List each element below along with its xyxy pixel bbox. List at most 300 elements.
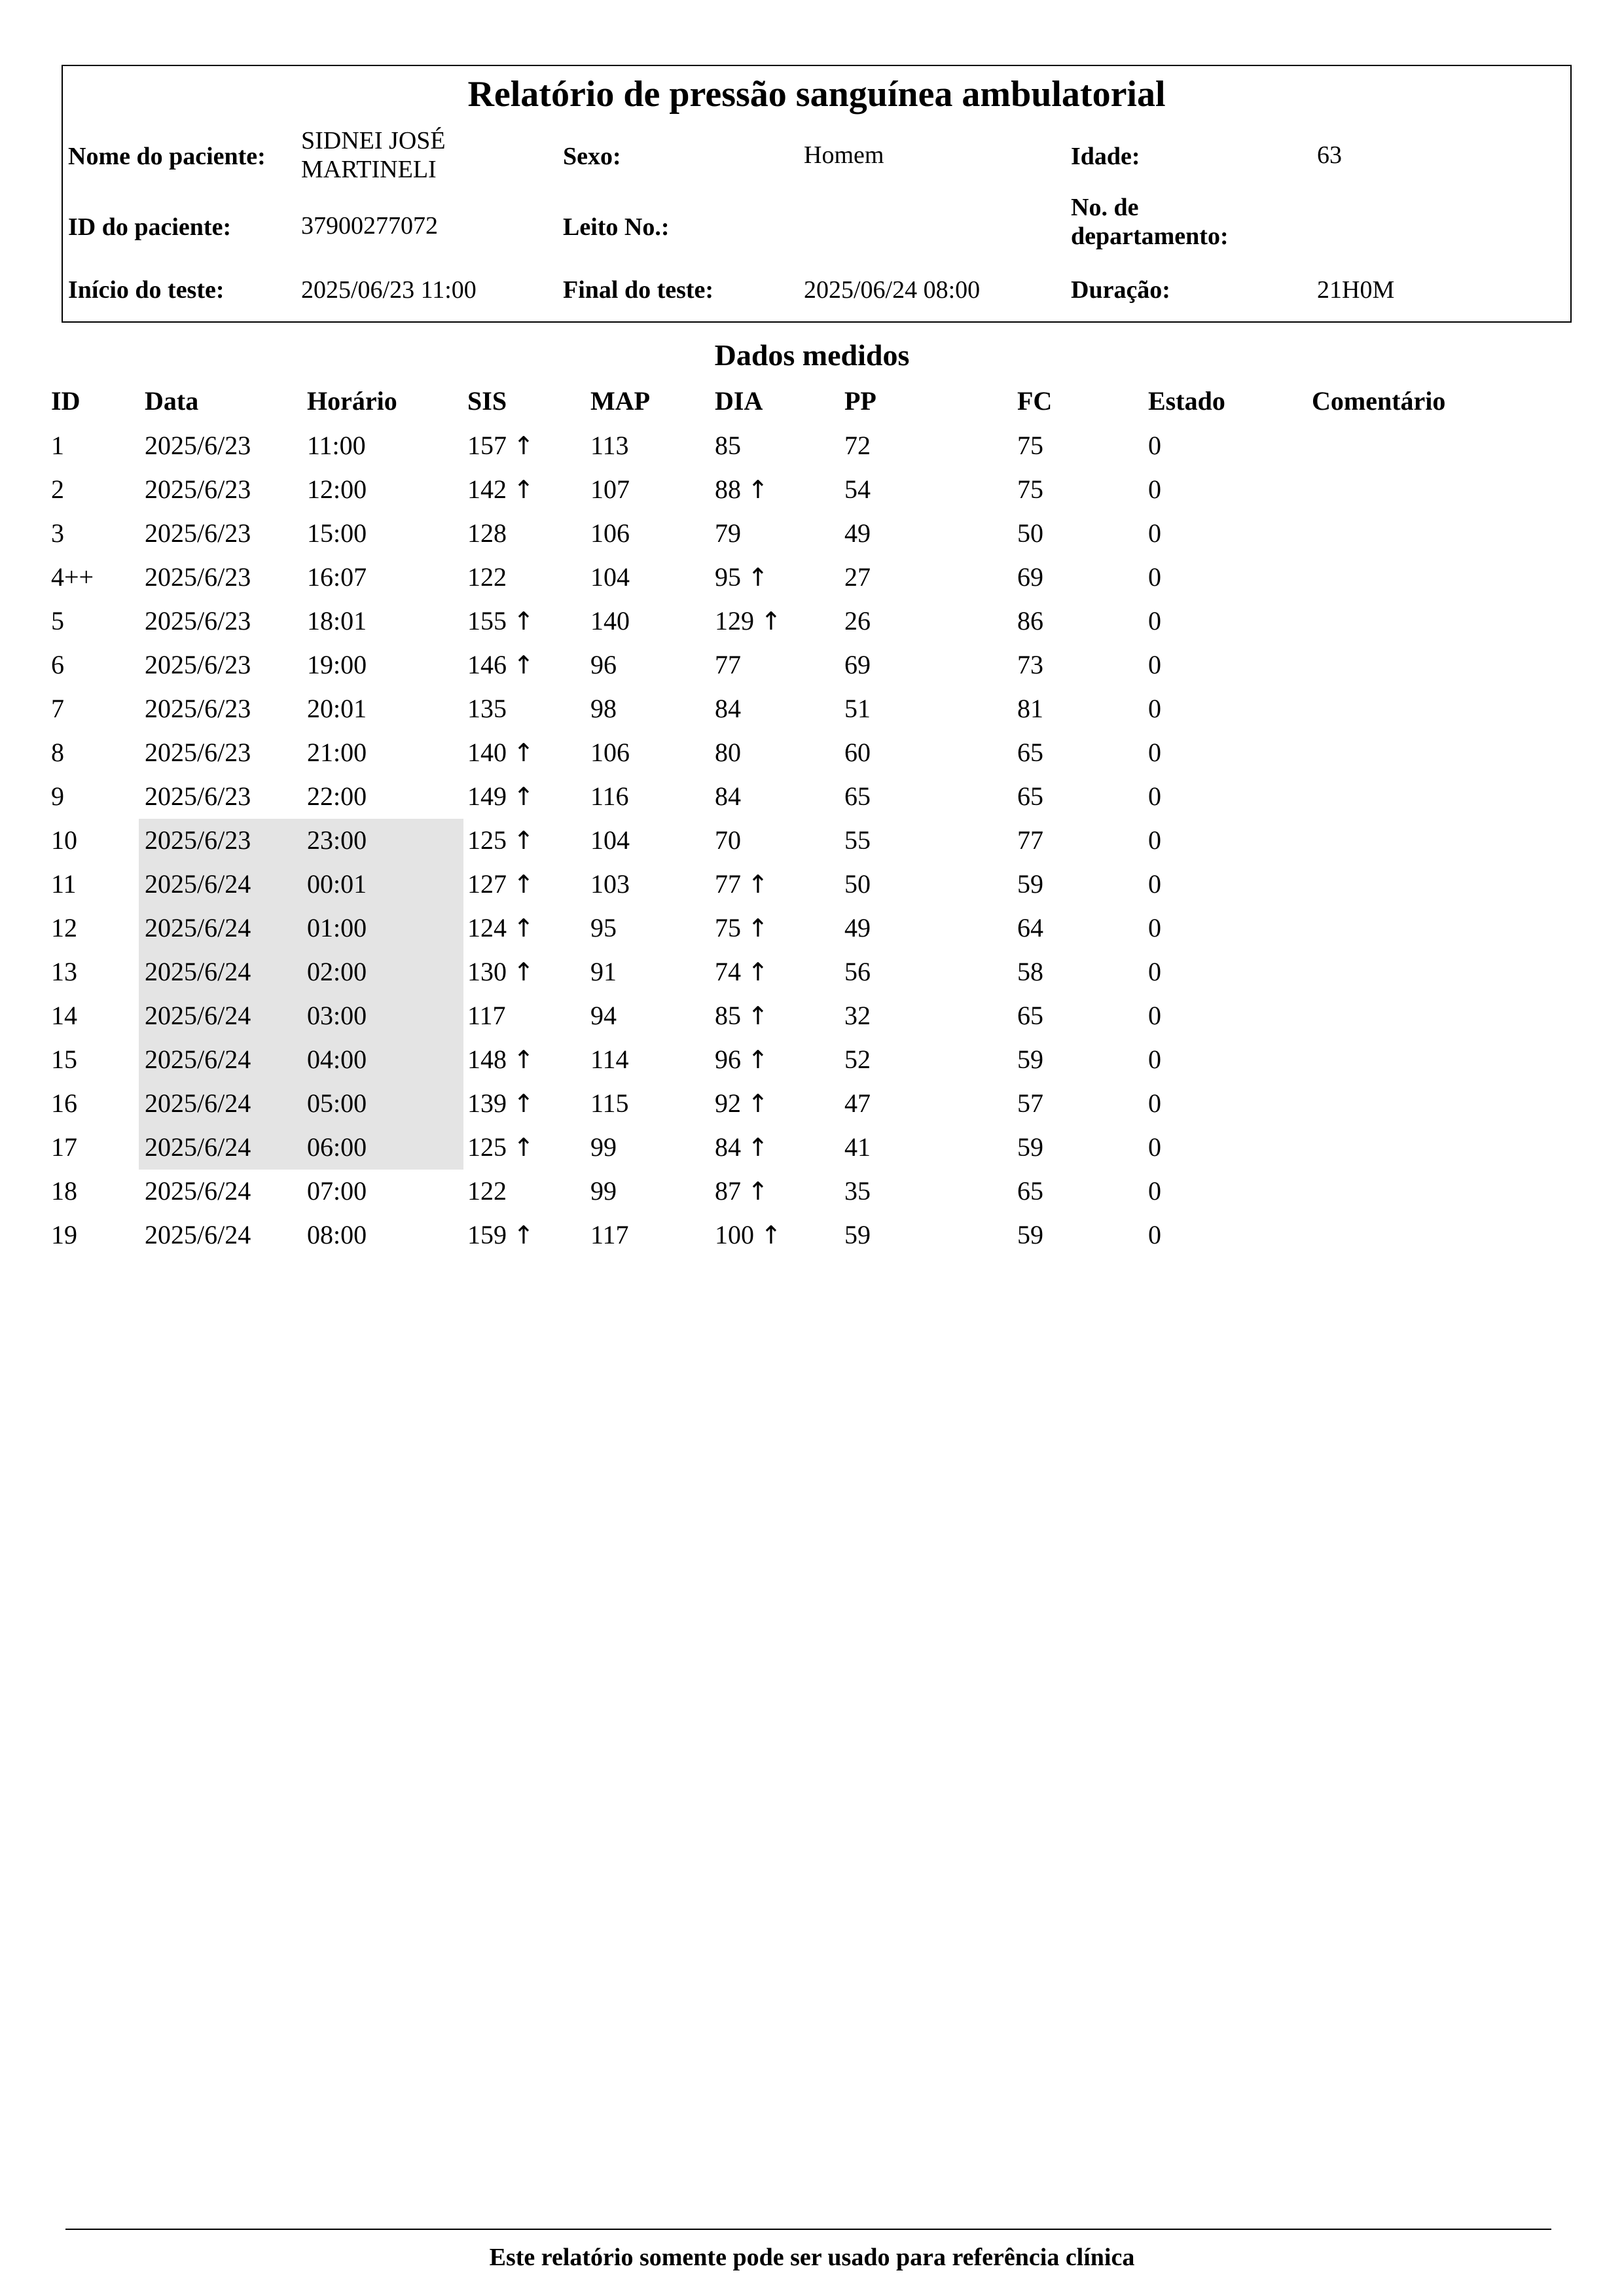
cell-hr-value: 65	[1017, 738, 1043, 767]
cell-date-value: 2025/6/24	[145, 869, 251, 899]
cell-date	[145, 1043, 251, 1076]
cell-date-value: 2025/6/24	[145, 1001, 251, 1030]
cell-map	[590, 1087, 629, 1120]
cell-sys-value: 157	[467, 431, 507, 460]
arrow-up-icon: ↑	[748, 1045, 768, 1074]
footer-divider	[65, 2229, 1551, 2230]
cell-id-value: 1	[51, 431, 64, 460]
cell-dia	[715, 956, 768, 988]
cell-pp	[844, 692, 871, 725]
cell-id-value: 19	[51, 1220, 77, 1249]
cell-time	[307, 561, 367, 594]
cell-hr	[1017, 473, 1043, 506]
cell-time-value: 03:00	[307, 1001, 367, 1030]
cell-sys-value: 142	[467, 475, 507, 504]
cell-pp-value: 47	[844, 1088, 871, 1118]
cell-id-value: 6	[51, 650, 64, 679]
cell-time	[307, 780, 367, 813]
cell-sys-value: 140	[467, 738, 507, 767]
arrow-up-icon: ↑	[513, 431, 534, 460]
cell-dia	[715, 824, 741, 857]
cell-sys	[467, 1131, 534, 1164]
cell-time	[307, 956, 367, 988]
cell-sys-value: 122	[467, 1176, 507, 1206]
cell-sys	[467, 429, 534, 462]
cell-pp	[844, 561, 871, 594]
cell-dia	[715, 868, 768, 901]
cell-id-value: 12	[51, 913, 77, 942]
arrow-up-icon: ↑	[748, 1177, 768, 1206]
cell-id	[51, 999, 77, 1032]
cell-date-value: 2025/6/23	[145, 475, 251, 504]
cell-pp	[844, 649, 871, 681]
cell-hr-value: 65	[1017, 781, 1043, 811]
arrow-up-icon: ↑	[748, 958, 768, 986]
cell-hr	[1017, 429, 1043, 462]
arrow-up-icon: ↑	[513, 826, 534, 855]
cell-sys-value: 128	[467, 518, 507, 548]
cell-hr	[1017, 1219, 1043, 1251]
cell-dia-value: 84	[715, 1132, 741, 1162]
cell-date	[145, 912, 251, 944]
cell-sys-value: 117	[467, 1001, 506, 1030]
cell-status-value: 0	[1148, 1045, 1161, 1074]
table-row	[0, 1126, 1624, 1170]
arrow-up-icon: ↑	[748, 475, 768, 504]
cell-pp-value: 26	[844, 606, 871, 636]
cell-status	[1148, 999, 1161, 1032]
cell-map	[590, 517, 630, 550]
cell-status	[1148, 561, 1161, 594]
cell-hr	[1017, 1175, 1043, 1208]
cell-hr	[1017, 649, 1043, 681]
cell-sys	[467, 824, 534, 857]
cell-status-value: 0	[1148, 562, 1161, 592]
cell-time	[307, 605, 367, 637]
cell-time-value: 15:00	[307, 518, 367, 548]
cell-map-value: 96	[590, 650, 617, 679]
cell-hr-value: 50	[1017, 518, 1043, 548]
cell-status-value: 0	[1148, 694, 1161, 723]
cell-pp-value: 35	[844, 1176, 871, 1206]
cell-date	[145, 824, 251, 857]
table-row	[0, 1038, 1624, 1082]
cell-dia-value: 75	[715, 913, 741, 942]
cell-status-value: 0	[1148, 1088, 1161, 1118]
cell-hr	[1017, 956, 1043, 988]
cell-date-value: 2025/6/24	[145, 1045, 251, 1074]
cell-hr-value: 59	[1017, 869, 1043, 899]
cell-map-value: 98	[590, 694, 617, 723]
cell-status	[1148, 912, 1161, 944]
cell-map	[590, 561, 630, 594]
arrow-up-icon: ↑	[761, 1221, 782, 1249]
table-row	[0, 731, 1624, 775]
cell-pp-value: 49	[844, 913, 871, 942]
cell-status-value: 0	[1148, 1132, 1161, 1162]
cell-time-value: 02:00	[307, 957, 367, 986]
cell-map	[590, 956, 617, 988]
cell-status	[1148, 780, 1161, 813]
cell-date	[145, 605, 251, 637]
section-title: Dados medidos	[714, 338, 910, 372]
cell-date	[145, 868, 251, 901]
cell-map	[590, 1043, 629, 1076]
cell-date-value: 2025/6/23	[145, 518, 251, 548]
cell-id	[51, 1219, 77, 1251]
cell-pp	[844, 429, 871, 462]
cell-hr-value: 75	[1017, 431, 1043, 460]
table-header	[0, 385, 1624, 418]
cell-date-value: 2025/6/24	[145, 1176, 251, 1206]
cell-time	[307, 649, 367, 681]
patient-name-line2: MARTINELI	[301, 156, 437, 183]
arrow-up-icon: ↑	[513, 782, 534, 811]
cell-dia	[715, 1131, 768, 1164]
cell-sys	[467, 1219, 534, 1251]
cell-hr-value: 77	[1017, 825, 1043, 855]
cell-map-value: 140	[590, 606, 630, 636]
cell-date-value: 2025/6/23	[145, 825, 251, 855]
cell-status-value: 0	[1148, 431, 1161, 460]
cell-time-value: 05:00	[307, 1088, 367, 1118]
test-start-label: Início do teste:	[68, 276, 225, 304]
table-row	[0, 950, 1624, 994]
cell-hr-value: 58	[1017, 957, 1043, 986]
cell-status	[1148, 956, 1161, 988]
cell-status-value: 0	[1148, 1176, 1161, 1206]
cell-time-value: 11:00	[307, 431, 366, 460]
cell-date-value: 2025/6/23	[145, 738, 251, 767]
column-header-sys: SIS	[467, 386, 507, 416]
cell-sys	[467, 1043, 534, 1076]
cell-id-value: 14	[51, 1001, 77, 1030]
cell-map	[590, 736, 630, 769]
cell-date	[145, 649, 251, 681]
patient-info-box	[62, 65, 1572, 323]
cell-sys	[467, 692, 507, 725]
arrow-up-icon: ↑	[513, 651, 534, 679]
cell-map-value: 95	[590, 913, 617, 942]
column-header-dia: DIA	[715, 386, 763, 416]
table-row	[0, 468, 1624, 512]
cell-pp	[844, 868, 871, 901]
cell-id-value: 17	[51, 1132, 77, 1162]
cell-dia	[715, 517, 741, 550]
cell-dia-value: 80	[715, 738, 741, 767]
cell-id	[51, 912, 77, 944]
cell-time-value: 20:01	[307, 694, 367, 723]
cell-time	[307, 429, 366, 462]
cell-map-value: 113	[590, 431, 629, 460]
cell-hr-value: 65	[1017, 1176, 1043, 1206]
cell-id-value: 16	[51, 1088, 77, 1118]
cell-id-value: 11	[51, 869, 77, 899]
cell-dia	[715, 736, 741, 769]
cell-pp-value: 72	[844, 431, 871, 460]
cell-hr-value: 65	[1017, 1001, 1043, 1030]
cell-hr-value: 73	[1017, 650, 1043, 679]
cell-date-value: 2025/6/23	[145, 562, 251, 592]
cell-map-value: 116	[590, 781, 629, 811]
cell-dia-value: 96	[715, 1045, 741, 1074]
cell-id	[51, 605, 64, 637]
cell-pp	[844, 999, 871, 1032]
cell-sys-value: 125	[467, 825, 507, 855]
cell-sys-value: 124	[467, 913, 507, 942]
cell-id	[51, 517, 64, 550]
test-end-value: 2025/06/24 08:00	[804, 276, 981, 304]
cell-map-value: 107	[590, 475, 630, 504]
department-label-line1: No. de	[1071, 194, 1139, 221]
cell-sys-value: 159	[467, 1220, 507, 1249]
cell-pp-value: 32	[844, 1001, 871, 1030]
cell-pp	[844, 1087, 871, 1120]
cell-map	[590, 912, 617, 944]
arrow-up-icon: ↑	[748, 1089, 768, 1118]
cell-date	[145, 780, 251, 813]
cell-date	[145, 429, 251, 462]
cell-id	[51, 473, 64, 506]
cell-id-value: 3	[51, 518, 64, 548]
cell-pp	[844, 736, 871, 769]
cell-hr	[1017, 1087, 1043, 1120]
cell-id	[51, 780, 64, 813]
cell-pp-value: 59	[844, 1220, 871, 1249]
cell-pp-value: 54	[844, 475, 871, 504]
table-row	[0, 556, 1624, 600]
arrow-up-icon: ↑	[513, 1089, 534, 1118]
cell-dia-value: 85	[715, 1001, 741, 1030]
cell-time-value: 00:01	[307, 869, 367, 899]
cell-hr-value: 59	[1017, 1132, 1043, 1162]
cell-map-value: 91	[590, 957, 617, 986]
cell-pp	[844, 473, 871, 506]
cell-dia	[715, 780, 741, 813]
cell-date-value: 2025/6/23	[145, 694, 251, 723]
cell-pp-value: 65	[844, 781, 871, 811]
cell-sys	[467, 649, 534, 681]
cell-dia	[715, 1087, 768, 1120]
cell-time	[307, 517, 367, 550]
cell-dia	[715, 429, 741, 462]
age-value: 63	[1317, 141, 1342, 169]
cell-status-value: 0	[1148, 825, 1161, 855]
cell-date-value: 2025/6/23	[145, 650, 251, 679]
cell-dia-value: 95	[715, 562, 741, 592]
patient-name-label: Nome do paciente:	[68, 143, 266, 170]
cell-sys	[467, 473, 534, 506]
column-header-pp: PP	[844, 386, 876, 416]
cell-status-value: 0	[1148, 518, 1161, 548]
cell-status	[1148, 1175, 1161, 1208]
cell-pp-value: 50	[844, 869, 871, 899]
cell-dia-value: 79	[715, 518, 741, 548]
cell-time	[307, 999, 367, 1032]
cell-hr	[1017, 780, 1043, 813]
cell-dia-value: 100	[715, 1220, 754, 1249]
cell-pp	[844, 1043, 871, 1076]
table-row	[0, 512, 1624, 556]
cell-date	[145, 1087, 251, 1120]
cell-time	[307, 912, 367, 944]
cell-status	[1148, 605, 1161, 637]
cell-hr	[1017, 912, 1043, 944]
cell-time-value: 08:00	[307, 1220, 367, 1249]
cell-hr	[1017, 517, 1043, 550]
cell-time-value: 21:00	[307, 738, 367, 767]
cell-hr	[1017, 605, 1043, 637]
cell-sys	[467, 999, 506, 1032]
cell-time	[307, 1131, 367, 1164]
cell-time	[307, 1087, 367, 1120]
cell-map	[590, 1131, 617, 1164]
cell-sys-value: 127	[467, 869, 507, 899]
cell-dia	[715, 692, 741, 725]
cell-time	[307, 692, 367, 725]
cell-status-value: 0	[1148, 913, 1161, 942]
cell-map	[590, 824, 630, 857]
cell-hr-value: 69	[1017, 562, 1043, 592]
cell-date	[145, 561, 251, 594]
cell-pp-value: 27	[844, 562, 871, 592]
cell-map	[590, 1175, 617, 1208]
cell-status-value: 0	[1148, 869, 1161, 899]
test-start-value: 2025/06/23 11:00	[301, 276, 477, 304]
cell-pp-value: 69	[844, 650, 871, 679]
cell-status-value: 0	[1148, 781, 1161, 811]
cell-status	[1148, 649, 1161, 681]
cell-date	[145, 1131, 251, 1164]
cell-pp	[844, 824, 871, 857]
cell-date	[145, 1175, 251, 1208]
sex-value: Homem	[804, 141, 884, 169]
cell-dia	[715, 649, 741, 681]
cell-hr-value: 57	[1017, 1088, 1043, 1118]
cell-dia	[715, 605, 782, 637]
cell-date	[145, 517, 251, 550]
cell-time-value: 16:07	[307, 562, 367, 592]
column-header-date: Data	[145, 386, 199, 416]
cell-hr	[1017, 868, 1043, 901]
cell-id-value: 7	[51, 694, 64, 723]
cell-time-value: 18:01	[307, 606, 367, 636]
cell-pp	[844, 780, 871, 813]
column-header-time: Horário	[307, 386, 397, 416]
cell-time-value: 07:00	[307, 1176, 367, 1206]
cell-sys	[467, 561, 507, 594]
cell-id-value: 13	[51, 957, 77, 986]
cell-hr-value: 86	[1017, 606, 1043, 636]
cell-date-value: 2025/6/24	[145, 957, 251, 986]
arrow-up-icon: ↑	[513, 607, 534, 636]
cell-dia	[715, 912, 768, 944]
arrow-up-icon: ↑	[513, 870, 534, 899]
arrow-up-icon: ↑	[513, 475, 534, 504]
arrow-up-icon: ↑	[748, 1133, 768, 1162]
cell-time	[307, 824, 367, 857]
cell-sys-value: 125	[467, 1132, 507, 1162]
cell-hr	[1017, 999, 1043, 1032]
cell-pp-value: 51	[844, 694, 871, 723]
cell-status	[1148, 1131, 1161, 1164]
cell-sys-value: 130	[467, 957, 507, 986]
cell-date-value: 2025/6/23	[145, 606, 251, 636]
cell-pp-value: 49	[844, 518, 871, 548]
cell-map	[590, 999, 617, 1032]
cell-map	[590, 605, 630, 637]
cell-status-value: 0	[1148, 606, 1161, 636]
cell-date	[145, 1219, 251, 1251]
cell-pp	[844, 1131, 871, 1164]
cell-id	[51, 956, 77, 988]
cell-hr-value: 64	[1017, 913, 1043, 942]
sex-label: Sexo:	[563, 143, 621, 170]
cell-dia-value: 70	[715, 825, 741, 855]
cell-status-value: 0	[1148, 650, 1161, 679]
cell-sys	[467, 956, 534, 988]
footer-disclaimer: Este relatório somente pode ser usado para referência clínica	[489, 2244, 1135, 2271]
cell-date	[145, 999, 251, 1032]
cell-dia	[715, 1043, 768, 1076]
cell-map-value: 94	[590, 1001, 617, 1030]
test-end-label: Final do teste:	[563, 276, 714, 304]
cell-sys-value: 155	[467, 606, 507, 636]
cell-id-value: 18	[51, 1176, 77, 1206]
cell-id-value: 4++	[51, 562, 94, 592]
cell-map	[590, 1219, 629, 1251]
cell-map-value: 104	[590, 562, 630, 592]
cell-map	[590, 692, 617, 725]
arrow-up-icon: ↑	[748, 563, 768, 592]
cell-id	[51, 736, 64, 769]
arrow-up-icon: ↑	[513, 1133, 534, 1162]
column-header-status: Estado	[1148, 386, 1225, 416]
cell-sys	[467, 1175, 507, 1208]
cell-dia	[715, 1219, 782, 1251]
cell-pp-value: 60	[844, 738, 871, 767]
cell-status	[1148, 473, 1161, 506]
cell-time-value: 23:00	[307, 825, 367, 855]
table-row	[0, 994, 1624, 1038]
cell-sys	[467, 868, 534, 901]
cell-pp-value: 41	[844, 1132, 871, 1162]
cell-status-value: 0	[1148, 475, 1161, 504]
cell-sys-value: 146	[467, 650, 507, 679]
cell-date	[145, 473, 251, 506]
cell-dia	[715, 473, 768, 506]
cell-hr	[1017, 1043, 1043, 1076]
column-header-comment: Comentário	[1312, 386, 1446, 416]
cell-time	[307, 1175, 367, 1208]
cell-pp	[844, 1219, 871, 1251]
cell-date-value: 2025/6/23	[145, 781, 251, 811]
column-header-hr: FC	[1017, 386, 1053, 416]
cell-hr	[1017, 824, 1043, 857]
cell-sys-value: 135	[467, 694, 507, 723]
table-row	[0, 863, 1624, 906]
cell-id-value: 9	[51, 781, 64, 811]
cell-sys	[467, 517, 507, 550]
cell-status	[1148, 1087, 1161, 1120]
cell-pp	[844, 912, 871, 944]
cell-id-value: 5	[51, 606, 64, 636]
cell-map	[590, 429, 629, 462]
table-row	[0, 906, 1624, 950]
cell-status-value: 0	[1148, 738, 1161, 767]
cell-dia-value: 92	[715, 1088, 741, 1118]
table-row	[0, 600, 1624, 643]
